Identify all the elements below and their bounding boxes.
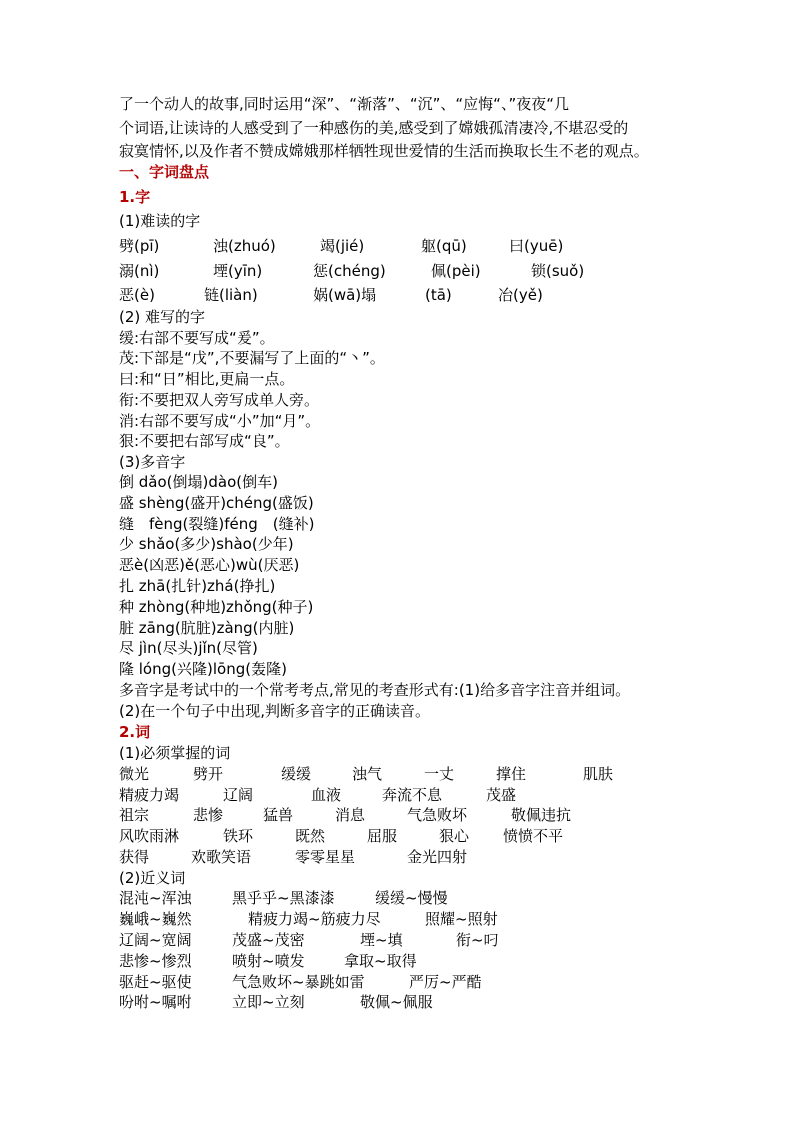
synonyms-row bbox=[119, 972, 719, 993]
word-item: 获得 bbox=[119, 848, 150, 866]
polyphone-note: 多音字是考试中的一个常考考点,常见的考查形式有:(1)给多音字注音并组词。 bbox=[119, 681, 631, 699]
polyphone-item: 种 zhòng(种地)zhǒng(种子) bbox=[119, 598, 314, 616]
synonym-pair: 巍峨~巍然 bbox=[119, 910, 192, 928]
word-item: 狠心 bbox=[439, 827, 470, 845]
word-item: 奔流不息 bbox=[382, 786, 443, 804]
synonym-pair: 驱赶~驱使 bbox=[119, 973, 192, 991]
synonyms-row bbox=[119, 888, 719, 909]
must-words-row bbox=[119, 847, 719, 868]
polyphone-item: 扎 zhā(扎针)zhá(挣扎) bbox=[119, 577, 276, 595]
polyphone-item: 盛 shèng(盛开)chéng(盛饭) bbox=[119, 494, 314, 512]
hard-read-row bbox=[119, 285, 719, 306]
word-item: 金光四射 bbox=[407, 848, 468, 866]
synonym-pair: 辽阔~宽阔 bbox=[119, 931, 192, 949]
word-item: 祖宗 bbox=[119, 806, 150, 824]
hard-write-item: 衔:不要把双人旁写成单人旁。 bbox=[119, 391, 320, 409]
word-item: 缓缓 bbox=[281, 765, 312, 783]
word-item: 风吹雨淋 bbox=[119, 827, 180, 845]
polyphone-note: (2)在一个句子中出现,判断多音字的正确读音。 bbox=[119, 702, 431, 720]
synonym-pair: 混沌~浑浊 bbox=[119, 889, 192, 907]
word-item: 愤愤不平 bbox=[503, 827, 564, 845]
hard-write-item: 消:右部不要写成“小”加“月”。 bbox=[119, 412, 321, 430]
word-item: 既然 bbox=[295, 827, 326, 845]
polyphone-item: 脏 zāng(肮脏)zàng(内脏) bbox=[119, 619, 295, 637]
word-item: 浊气 bbox=[352, 765, 383, 783]
word-item: 零零星星 bbox=[295, 848, 356, 866]
hard-read-item: 躯(qū) bbox=[421, 237, 467, 255]
section-title: 一、字词盘点 bbox=[119, 163, 210, 181]
hard-read-row bbox=[119, 261, 719, 282]
synonym-pair: 拿取~取得 bbox=[344, 952, 417, 970]
hard-write-item: 茂:下部是“戊”,不要漏写了上面的“丶”。 bbox=[119, 349, 385, 367]
must-words-row bbox=[119, 764, 719, 785]
word-item: 猛兽 bbox=[263, 806, 294, 824]
synonyms-title: (2)近义词 bbox=[119, 869, 186, 887]
hard-write-item: 缓:右部不要写成“爰”。 bbox=[119, 329, 275, 347]
word-item: 撑住 bbox=[496, 765, 527, 783]
synonym-pair: 立即~立刻 bbox=[232, 993, 305, 1011]
synonym-pair: 气急败坏~暴跳如雷 bbox=[232, 973, 365, 991]
must-words-row bbox=[119, 805, 719, 826]
hard-write-item: 狠:不要把右部写成“良”。 bbox=[119, 432, 290, 450]
word-item: 辽阔 bbox=[223, 786, 254, 804]
synonyms-row bbox=[119, 930, 719, 951]
synonyms-row bbox=[119, 992, 719, 1013]
hard-read-item: 冶(yě) bbox=[498, 286, 543, 304]
hard-read-item: 惩(chéng) bbox=[313, 262, 386, 280]
intro-line-1: 了一个动人的故事,同时运用“深”、“渐落”、“沉”、“应悔“、”夜夜“几 bbox=[119, 95, 569, 113]
synonym-pair: 堙~填 bbox=[360, 931, 403, 949]
synonym-pair: 吩咐~嘱咐 bbox=[119, 993, 192, 1011]
must-words-row bbox=[119, 826, 719, 847]
word-item: 铁环 bbox=[223, 827, 254, 845]
word-item: 劈开 bbox=[193, 765, 224, 783]
word-item: 敬佩违抗 bbox=[511, 806, 572, 824]
hard-read-item: 恶(è) bbox=[119, 286, 155, 304]
polyphone-item: 缝 fèng(裂缝)féng (缝补) bbox=[119, 515, 315, 533]
word-item: 肌肤 bbox=[583, 765, 614, 783]
hard-read-item: 曰(yuē) bbox=[509, 237, 564, 255]
synonym-pair: 衔~叼 bbox=[456, 931, 499, 949]
hard-read-item: 劈(pī) bbox=[119, 237, 160, 255]
polyphone-item: 恶è(凶恶)ě(恶心)wù(厌恶) bbox=[119, 556, 300, 574]
hard-write-item: 曰:和“日”相比,更扁一点。 bbox=[119, 370, 295, 388]
hard-read-item: 浊(zhuó) bbox=[213, 237, 276, 255]
intro-line-3: 寂寞情怀,以及作者不赞成嫦娥那样牺牲现世爱情的生活而换取长生不老的观点。 bbox=[119, 142, 649, 160]
synonym-pair: 照耀~照射 bbox=[425, 910, 498, 928]
word-item: 欢歌笑语 bbox=[191, 848, 252, 866]
hard-read-item: 溺(nì) bbox=[119, 262, 160, 280]
hard-read-item: 娲(wā)塌 bbox=[313, 286, 377, 304]
word-item: 微光 bbox=[119, 765, 150, 783]
synonym-pair: 悲惨~惨烈 bbox=[119, 952, 192, 970]
word-item: 屈服 bbox=[367, 827, 398, 845]
synonym-pair: 缓缓~慢慢 bbox=[375, 889, 448, 907]
word-item: 气急败坏 bbox=[407, 806, 468, 824]
hard-read-row bbox=[119, 236, 719, 257]
word-item: 悲惨 bbox=[193, 806, 224, 824]
polyphone-item: 隆 lóng(兴隆)lōng(轰隆) bbox=[119, 660, 287, 678]
hard-read-item: 佩(pèi) bbox=[431, 262, 481, 280]
word-item: 消息 bbox=[335, 806, 366, 824]
polyphone-title: (3)多音字 bbox=[119, 453, 186, 471]
synonym-pair: 敬佩~佩服 bbox=[360, 993, 433, 1011]
intro-line-2: 个词语,让读诗的人感受到了一种感伤的美,感受到了嫦娥孤清凄冷,不堪忍受的 bbox=[119, 119, 629, 137]
must-words-row bbox=[119, 785, 719, 806]
word-item: 血液 bbox=[311, 786, 342, 804]
subsection-title-words: 2.词 bbox=[119, 723, 151, 741]
hard-write-title: (2) 难写的字 bbox=[119, 308, 206, 326]
hard-read-item: (tā) bbox=[425, 286, 452, 304]
word-item: 精疲力竭 bbox=[119, 786, 180, 804]
subsection-title-chars: 1.字 bbox=[119, 188, 151, 206]
synonym-pair: 喷射~喷发 bbox=[232, 952, 305, 970]
synonyms-row bbox=[119, 909, 719, 930]
polyphone-item: 尽 jìn(尽头)jǐn(尽管) bbox=[119, 639, 258, 657]
polyphone-item: 少 shǎo(多少)shào(少年) bbox=[119, 535, 294, 553]
synonym-pair: 茂盛~茂密 bbox=[232, 931, 305, 949]
word-item: 一丈 bbox=[424, 765, 455, 783]
must-words-title: (1)必须掌握的词 bbox=[119, 744, 231, 762]
word-item: 茂盛 bbox=[486, 786, 517, 804]
synonyms-row bbox=[119, 951, 719, 972]
hard-read-item: 堙(yīn) bbox=[213, 262, 263, 280]
hard-read-item: 锁(suǒ) bbox=[531, 262, 585, 280]
hard-read-title: (1)难读的字 bbox=[119, 212, 201, 230]
hard-read-item: 竭(jié) bbox=[320, 237, 365, 255]
polyphone-item: 倒 dǎo(倒塌)dào(倒车) bbox=[119, 473, 278, 491]
synonym-pair: 精疲力竭~筋疲力尽 bbox=[248, 910, 381, 928]
hard-read-item: 链(liàn) bbox=[204, 286, 258, 304]
synonym-pair: 黑乎乎~黑漆漆 bbox=[232, 889, 335, 907]
synonym-pair: 严厉~严酷 bbox=[409, 973, 482, 991]
